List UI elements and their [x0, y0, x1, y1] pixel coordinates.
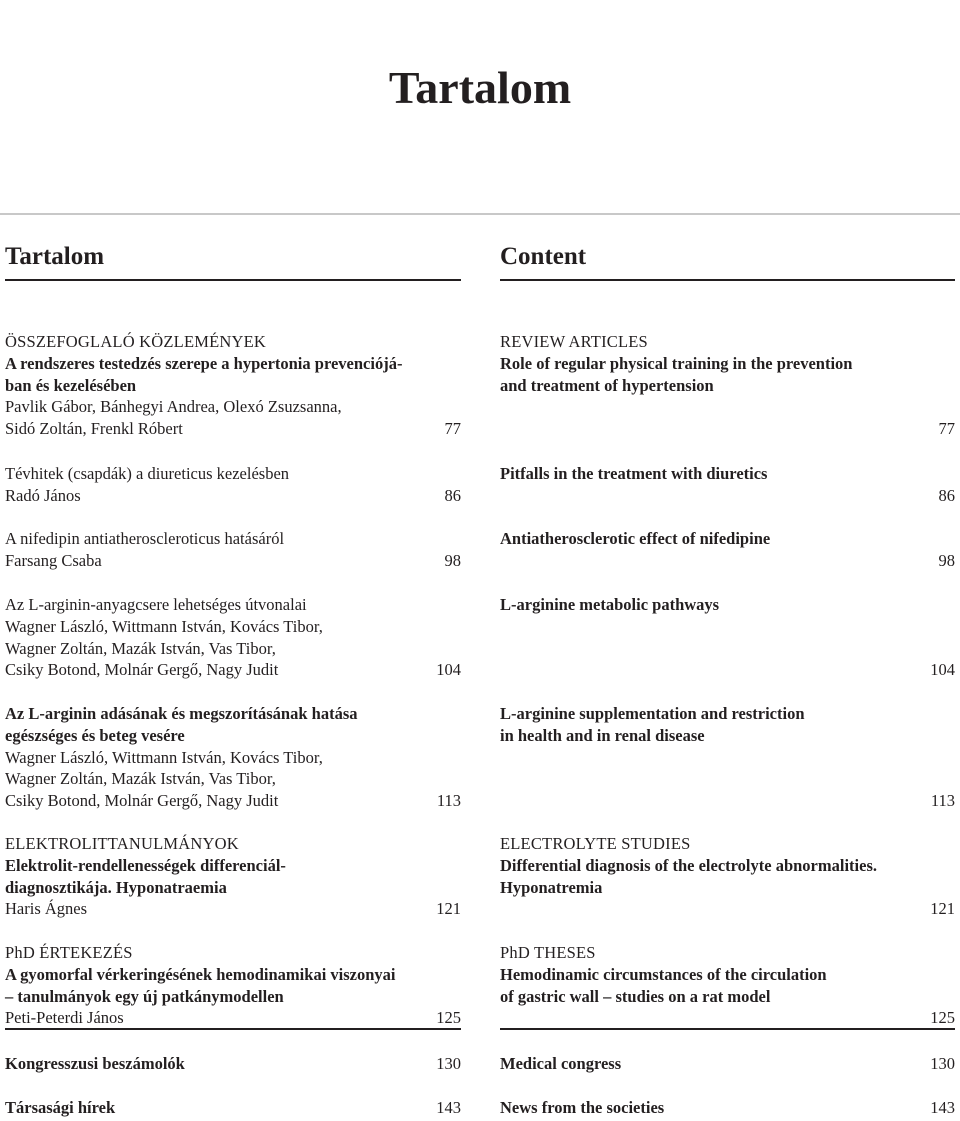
- toc-entry-society-news[interactable]: [5, 1097, 461, 1119]
- entry-title: A gyomorfal vérkeringésének hemodinamikai viszonyai: [5, 964, 396, 984]
- entry-title: Az L-arginin-anyagcsere lehetséges útvonalai: [5, 595, 307, 614]
- english-toc-column: [500, 241, 955, 1028]
- entry-authors: Wagner László, Wittmann István, Kovács Tibor,: [5, 747, 323, 767]
- toc-entry-congress-en[interactable]: [500, 1053, 955, 1075]
- toc-entry-nifedipine-en[interactable]: [500, 528, 955, 572]
- toc-entry-exercise-hypertension[interactable]: [5, 331, 461, 440]
- toc-entry-diuretics-en[interactable]: [500, 463, 955, 507]
- toc-entry-l-arginine-supplementation-en[interactable]: [500, 703, 955, 812]
- english-bottom-rule: [500, 1028, 955, 1030]
- toc-entry-l-arginine-supplementation[interactable]: [5, 703, 461, 812]
- entry-title: of gastric wall – studies on a rat model: [500, 986, 771, 1006]
- page-title: Tartalom: [388, 62, 572, 113]
- top-divider: [0, 213, 960, 215]
- entry-authors: Csiky Botond, Molnár Gergő, Nagy Judit: [5, 791, 279, 811]
- toc-entry-exercise-hypertension-en[interactable]: [500, 331, 955, 440]
- entry-title: Elektrolit-rendellenességek differenciál-: [5, 855, 286, 875]
- hungarian-heading-rule: [5, 279, 461, 281]
- english-heading: Content: [500, 243, 587, 270]
- hungarian-toc-column: [5, 241, 461, 1028]
- entry-authors: Haris Ágnes: [5, 899, 88, 919]
- toc-entry-electrolyte-en[interactable]: [500, 833, 955, 920]
- entry-title: L-arginine metabolic pathways: [500, 595, 720, 614]
- entry-authors: Wagner László, Wittmann István, Kovács Tibor,: [5, 616, 323, 636]
- entry-title: A rendszeres testedzés szerepe a hypertonia prevenciójá-: [5, 353, 403, 373]
- page-number: 121: [436, 899, 461, 919]
- page-number: 125: [436, 1008, 461, 1028]
- entry-title: and treatment of hypertension: [500, 375, 714, 395]
- page-number: 121: [930, 899, 955, 919]
- section-label: PhD THESES: [500, 943, 596, 962]
- entry-title: Hemodinamic circumstances of the circulation: [500, 964, 827, 984]
- entry-title: diagnosztikája. Hyponatraemia: [5, 877, 227, 897]
- entry-title: Az L-arginin adásának és megszorításának hatása: [5, 704, 358, 723]
- section-label: PhD ÉRTEKEZÉS: [5, 943, 133, 962]
- page-number: 113: [930, 791, 955, 811]
- page-number: 143: [930, 1098, 955, 1117]
- entry-authors: Radó János: [5, 485, 81, 505]
- section-label: ELEKTROLITTANULMÁNYOK: [5, 834, 239, 853]
- page-number: 104: [930, 660, 955, 680]
- toc-entry-l-arginine-pathways[interactable]: [5, 594, 461, 681]
- page-number: 77: [938, 419, 955, 439]
- entry-title: Role of regular physical training in the prevention: [500, 353, 853, 373]
- entry-title: Pitfalls in the treatment with diuretics: [500, 464, 768, 483]
- page-number: 98: [938, 550, 955, 570]
- toc-entry-phd-thesis[interactable]: [5, 942, 461, 1029]
- entry-authors: Pavlik Gábor, Bánhegyi Andrea, Olexó Zsuzsanna,: [5, 397, 342, 417]
- entry-authors: Peti-Peterdi János: [5, 1008, 124, 1028]
- page-number: 86: [938, 485, 955, 505]
- page-number: 125: [930, 1008, 955, 1028]
- entry-title: Hyponatremia: [500, 877, 603, 897]
- entry-authors: Csiky Botond, Molnár Gergő, Nagy Judit: [5, 660, 279, 680]
- entry-title: L-arginine supplementation and restriction: [500, 704, 805, 723]
- page-number: 104: [436, 660, 461, 680]
- entry-authors: Wagner Zoltán, Mazák István, Vas Tibor,: [5, 769, 276, 789]
- entry-title: Tévhitek (csapdák) a diureticus kezelésben: [5, 464, 290, 483]
- entry-title: Medical congress: [500, 1054, 622, 1073]
- toc-entry-electrolyte[interactable]: [5, 833, 461, 920]
- toc-entry-diuretics[interactable]: [5, 463, 461, 507]
- entry-authors: Sidó Zoltán, Frenkl Róbert: [5, 419, 183, 439]
- hungarian-heading: Tartalom: [5, 243, 105, 270]
- entry-title: Kongresszusi beszámolók: [5, 1054, 185, 1073]
- page-number: 113: [436, 791, 461, 811]
- english-heading-rule: [500, 279, 955, 281]
- page-number: 130: [436, 1054, 461, 1073]
- hungarian-bottom-rule: [5, 1028, 461, 1030]
- section-label: ÖSSZEFOGLALÓ KÖZLEMÉNYEK: [5, 332, 266, 351]
- toc-entry-nifedipine[interactable]: [5, 528, 461, 572]
- page-number: 130: [930, 1054, 955, 1073]
- entry-title: ban és kezelésében: [5, 375, 137, 395]
- page-number: 77: [444, 419, 461, 439]
- entry-authors: Wagner Zoltán, Mazák István, Vas Tibor,: [5, 638, 276, 658]
- toc-entry-congress[interactable]: [5, 1053, 461, 1075]
- entry-title: A nifedipin antiatheroscleroticus hatásáról: [5, 529, 285, 548]
- section-label: ELECTROLYTE STUDIES: [500, 834, 691, 853]
- entry-title: egészséges és beteg vesére: [5, 725, 185, 745]
- entry-title: in health and in renal disease: [500, 725, 705, 745]
- entry-authors: Farsang Csaba: [5, 550, 102, 570]
- entry-title: Antiatherosclerotic effect of nifedipine: [500, 529, 771, 548]
- page-number: 143: [436, 1098, 461, 1117]
- entry-title: Differential diagnosis of the electrolyte abnormalities.: [500, 855, 877, 875]
- toc-entry-society-news-en[interactable]: [500, 1097, 955, 1119]
- toc-entry-l-arginine-pathways-en[interactable]: [500, 594, 955, 681]
- entry-title: – tanulmányok egy új patkánymodellen: [5, 986, 284, 1006]
- entry-title: News from the societies: [500, 1098, 665, 1117]
- toc-entry-phd-thesis-en[interactable]: [500, 942, 955, 1029]
- page-number: 98: [444, 550, 461, 570]
- entry-title: Társasági hírek: [5, 1098, 116, 1117]
- section-label: REVIEW ARTICLES: [500, 332, 648, 351]
- page-number: 86: [444, 485, 461, 505]
